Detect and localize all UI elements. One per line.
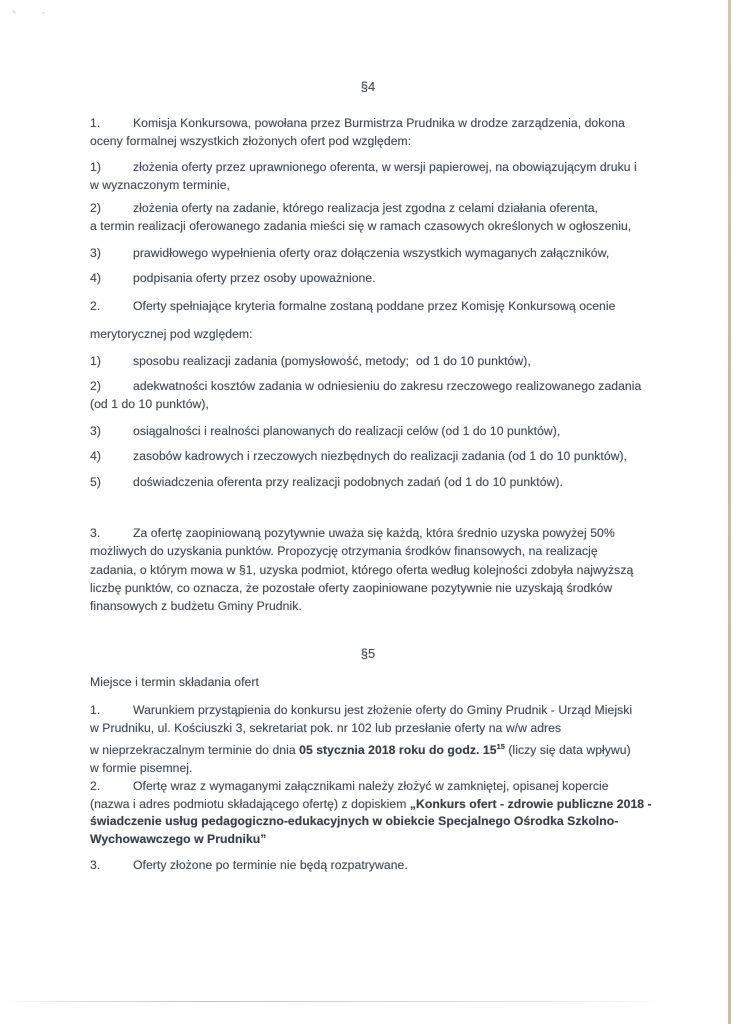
s4-paragraph-3 [90, 524, 646, 615]
text-run: osiągalności i realności planowanych do realizacji celów (od 1 do 10 punktów), [133, 424, 561, 438]
list-number: 2. [90, 779, 101, 793]
s5-subtitle [90, 673, 646, 691]
text-run: Oferty złożone po terminie nie będą rozpatrywane. [133, 858, 408, 872]
text-line-contest-title: Wychowawczego w Prudniku” [90, 831, 267, 846]
text-line-contest-title: (nazwa i adres podmiotu składającego ofertę) z dopiskiem „Konkurs ofert - zdrowie publiczne 2018 - [90, 796, 652, 811]
list-number: 1) [90, 354, 101, 368]
s4-paragraph-2 [90, 297, 646, 344]
text-run: Warunkiem przystąpienia do konkursu jest złożenie oferty do Gminy Prudnik - Urząd Miejski [133, 703, 633, 717]
text-line [90, 377, 646, 395]
text-line [90, 473, 646, 491]
text-run: złożenia oferty na zadanie, którego realizacja jest zgodna z celami działania oferenta, [133, 201, 599, 215]
s4-merit-item-2 [90, 377, 646, 414]
text-line: w formie pisemnej. [90, 760, 193, 775]
text-line: (od 1 do 10 punktów), [90, 397, 209, 412]
scan-edge-artifact [728, 0, 731, 1024]
list-number: 5) [90, 475, 101, 489]
text-run: złożenia oferty przez uprawnionego oferenta, w wersji papierowej, na obowiązującym druku i [133, 160, 637, 174]
s4-item-3 [90, 244, 646, 262]
s4-paragraph-1 [90, 114, 646, 151]
text-line: Miejsce i termin składania ofert [90, 675, 259, 689]
text-run: zasobów kadrowych i rzeczowych niezbędnych do realizacji zadania (od 1 do 10 punktów), [133, 449, 628, 463]
text-run: doświadczenia oferenta przy realizacji podobnych zadań (od 1 do 10 punktów). [133, 475, 563, 489]
list-number: 2) [90, 379, 101, 393]
text-line [90, 524, 646, 542]
text-line [90, 297, 646, 315]
text-line: merytorycznej pod względem: [90, 327, 253, 342]
s5-paragraph-3 [90, 856, 646, 874]
s4-item-4 [90, 269, 646, 287]
text-line: a termin realizacji oferowanego zadania mieści się w ramach czasowych określonych w ogłoszeniu, [90, 219, 632, 234]
scan-speck-artifact [42, 12, 45, 14]
text-line [90, 114, 646, 132]
text-line: w Prudniku, ul. Kościuszki 3, sekretariat pok. nr 102 lub przesłanie oferty na w/w adres [90, 721, 562, 736]
section-4-heading: §4 [360, 79, 376, 94]
list-number: 4) [90, 271, 101, 285]
text-run: Ofertę wraz z wymaganymi załącznikami należy złożyć w zamkniętej, opisanej kopercie [133, 779, 609, 793]
text-line [90, 422, 646, 440]
list-number: 2) [90, 201, 101, 215]
list-number: 3. [90, 526, 101, 540]
text-line [90, 701, 646, 719]
section-5-heading: §5 [360, 646, 376, 661]
scan-speck-artifact [12, 10, 16, 14]
text-run: sposobu realizacji zadania (pomysłowość, metody; od 1 do 10 punktów), [133, 354, 531, 368]
list-number: 3) [90, 424, 101, 438]
text-run: podpisania oferty przez osoby upoważnione. [133, 271, 376, 285]
s4-merit-item-1 [90, 352, 646, 370]
scan-fold-line-artifact [6, 1001, 666, 1002]
text-line [90, 269, 646, 287]
text-line [90, 856, 646, 874]
list-number: 1. [90, 116, 101, 130]
text-line [90, 352, 646, 370]
list-number: 2. [90, 299, 101, 313]
text-line [90, 244, 646, 262]
text-line: zadania, o którym mowa w §1, uzyska podmiot, którego oferta według kolejności zdobyła najwyższą [90, 562, 634, 577]
list-number: 3) [90, 246, 101, 260]
list-number: 3. [90, 858, 101, 872]
s4-item-2 [90, 199, 646, 236]
text-run: prawidłowego wypełnienia oferty oraz dołączenia wszystkich wymaganych załączników, [133, 246, 610, 260]
text-line: liczbę punktów, co oznacza, że pozostałe oferty zaopiniowane pozytywnie nie uzyskają środków [90, 580, 613, 595]
text-run: adekwatności kosztów zadania w odniesieniu do zakresu rzeczowego realizowanego zadania [133, 379, 642, 393]
s4-merit-item-5 [90, 473, 646, 491]
text-line-deadline: w nieprzekraczalnym terminie do dnia 05 stycznia 2018 roku do godz. $15^{15}$ (liczy się data wpływu) [90, 741, 631, 757]
text-run: Oferty spełniające kryteria formalne zostaną poddane przez Komisję Konkursową ocenie [133, 299, 616, 313]
text-line [90, 199, 646, 217]
list-number: 1. [90, 703, 101, 717]
text-run: Komisja Konkursowa, powołana przez Burmistrza Prudnika w drodze zarządzenia, dokona [133, 116, 625, 130]
s4-item-1 [90, 158, 646, 195]
list-number: 1) [90, 160, 101, 174]
s5-paragraph-2 [90, 778, 652, 848]
text-line: finansowych z budżetu Gminy Prudnik. [90, 599, 302, 614]
list-number: 4) [90, 449, 101, 463]
text-line-contest-title: świadczenie usług pedagogiczno-edukacyjnych w obiekcie Specjalnego Ośrodka Szkolno- [90, 814, 619, 828]
text-run: Za ofertę zaopiniowaną pozytywnie uważa się każdą, która średnio uzyska powyżej 50% [133, 526, 615, 540]
text-line [90, 778, 646, 796]
text-line: w wyznaczonym terminie, [90, 178, 230, 193]
text-line [90, 447, 646, 465]
s5-paragraph-1 [90, 701, 646, 777]
text-line [90, 158, 646, 176]
s4-merit-item-3 [90, 422, 646, 440]
text-line: możliwych do uzyskania punktów. Propozycję otrzymania środków finansowych, na realizację [90, 544, 598, 559]
text-line: oceny formalnej wszystkich złożonych ofert pod względem: [90, 134, 412, 149]
s4-merit-item-4 [90, 447, 646, 465]
